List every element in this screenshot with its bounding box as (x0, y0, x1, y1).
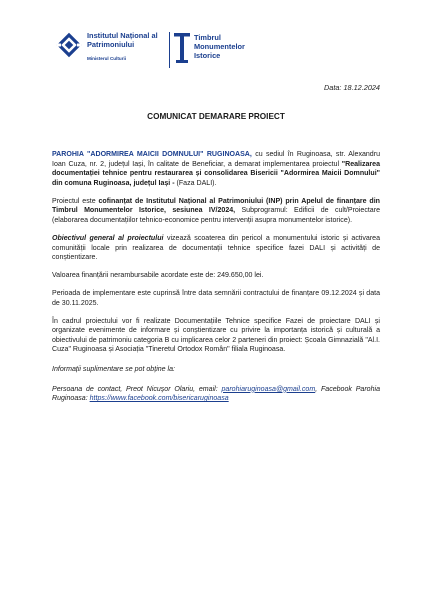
project-name: "Realizarea documentației tehnice pentru restaurarea și consolidarea Bisericii "Adormirea Maicii Domnului" din comuna Ruginoasa, județul Iași - (52, 160, 380, 187)
objective-text: vizează scoaterea din pericol a monumentului istoric și activarea comunității locale prin realizarea de documentații tehnice specifice fazei DALI și activități de conștientizare. (52, 234, 381, 262)
objective-heading: Obiectivul general al proiectului (52, 234, 164, 242)
tmi-name (194, 33, 245, 60)
inp-ministry: Ministerul Culturii (87, 56, 127, 61)
inp-name-line1: Institutul Național al (87, 31, 158, 40)
paragraph-period: Perioada de implementare este cuprinsă între data semnării contractului de finanțare 09.12.2024 și data de 30.11.2025. (52, 290, 380, 307)
paragraph-activities: În cadrul proiectului vor fi realizate Documentațiile Tehnice specifice Fazei de proiectare DALI și organizate evenimente de informare și conștientizare cu privire la importanța istorică și culturală a obiectivului de patrimoniu categoria B cu implicarea celor 2 parteneri din proiect: Școala Gimnazială "Al.I. Cuza" Ruginoasa și Asociația "Tineretul Ortodox Român" filiala Ruginoasa. (52, 317, 380, 354)
tmi-logo-icon (174, 33, 190, 63)
tmi-name-line2: Monumentelor (194, 42, 245, 51)
document-body (52, 150, 380, 412)
beneficiary-text: cu sediul în Ruginoasa, str. Alexandru Ioan Cuza, nr. 2, județul Iași, în calitate de Beneficiar, a demarat implementarea proiectul (52, 151, 380, 168)
document-title: COMUNICAT DEMARARE PROIECT (147, 112, 285, 121)
inp-name-line2: Patrimoniului (87, 40, 135, 49)
header (56, 30, 356, 70)
inp-name (87, 31, 158, 49)
paragraph-objective (52, 234, 380, 263)
contact-prefix: Persoana de contact, Preot Nicușor Olariu, email: (52, 385, 222, 393)
email-link[interactable]: parohiaruginoasa@gmail.com (221, 385, 316, 393)
paragraph-funding (52, 197, 380, 226)
funding-source: cofinanțat de Institutul Național al Patrimoniului (INP) prin Apelul de finanțare din Timbrul Monumentelor Istorice, sesiunea IV/2024, (52, 197, 380, 215)
funding-subprogram: Subprogramul: Edificii de cult/Proiectare (elaborarea documentațiilor tehnico-economice pentru intervenții asupra monumentelor istorice). (52, 207, 380, 224)
paragraph-beneficiary (52, 150, 380, 188)
contact-paragraph (52, 385, 380, 404)
project-phase: (Faza DALI). (174, 179, 217, 187)
document-date: Data: 18.12.2024 (324, 83, 380, 92)
contact-mid: , Facebook Parohia Ruginoasa: (52, 385, 380, 403)
tmi-name-line1: Timbrul (194, 33, 221, 42)
facebook-link[interactable]: https://www.facebook.com/bisericaruginoasa (89, 395, 229, 403)
header-divider (169, 32, 170, 68)
info-heading: Informații suplimentare se pot obține la: (52, 366, 175, 374)
tmi-name-line3: Istorice (194, 51, 221, 60)
funding-intro: Proiectul este (52, 197, 99, 205)
inp-logo-icon (56, 32, 82, 58)
paragraph-value: Valoarea finanțării nerambursabile acordate este de: 249.650,00 lei. (52, 272, 264, 280)
beneficiary-name: PAROHIA "ADORMIREA MAICII DOMNULUI" RUGINOASA, (52, 151, 252, 158)
